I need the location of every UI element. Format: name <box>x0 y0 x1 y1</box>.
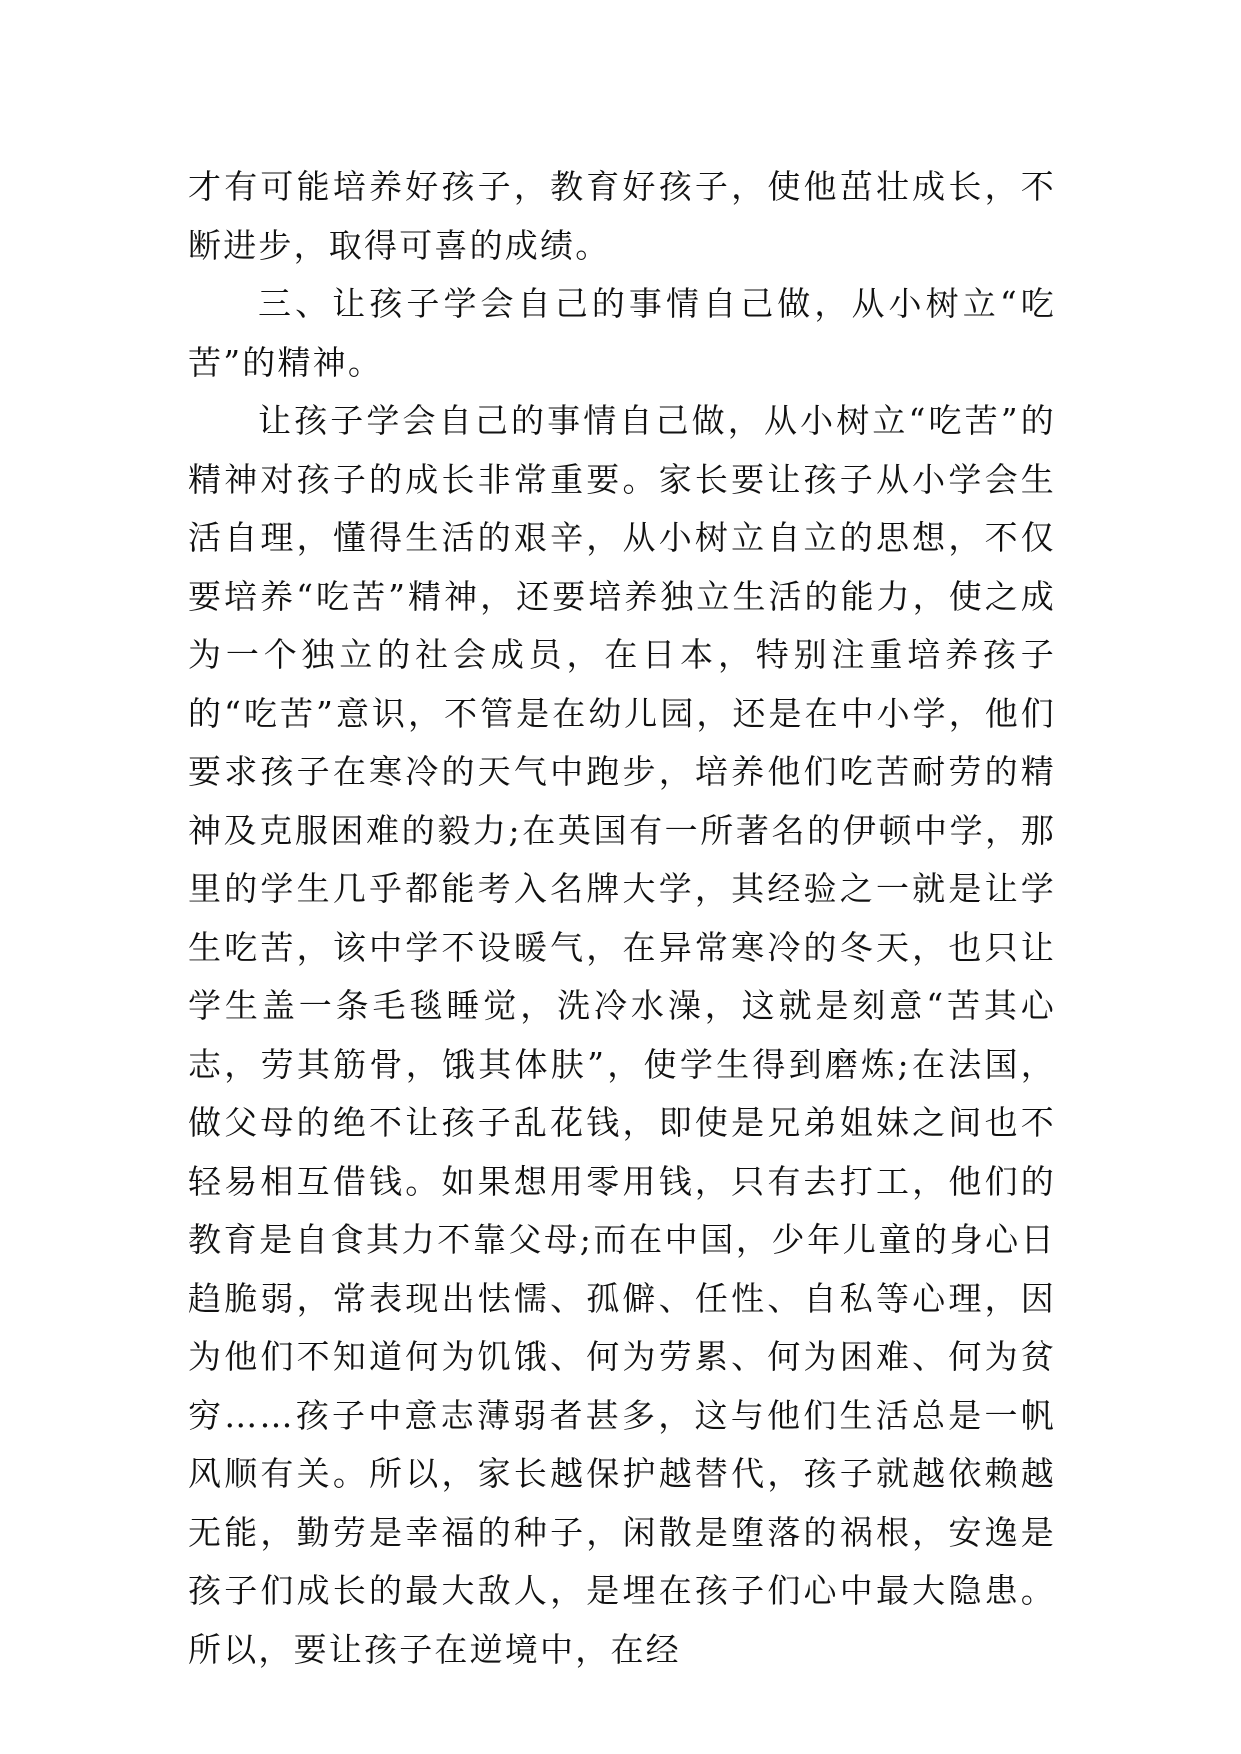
document-body <box>188 158 1056 1679</box>
paragraph-continuation: 才有可能培养好孩子，教育好孩子，使他茁壮成长，不断进步，取得可喜的成绩。 <box>188 167 1056 265</box>
paragraph-body: 让孩子学会自己的事情自己做，从小树立“吃苦”的精神对孩子的成长非常重要。家长要让孩子从小学会生活自理，懂得生活的艰辛，从小树立自立的思想，不仅要培养“吃苦”精神，还要培养独立生活的能力，使之成为一个独立的社会成员，在日本，特别注重培养孩子的“吃苦”意识，不管是在幼儿园，还是在中小学，他们要求孩子在寒冷的天气中跑步，培养他们吃苦耐劳的精神及克服困难的毅力;在英国有一所著名的伊顿中学，那里的学生几乎都能考入名牌大学，其经验之一就是让学生吃苦，该中学不设暖气，在异常寒冷的冬天，也只让学生盖一条毛毯睡觉，洗冷水澡，这就是刻意“苦其心志，劳其筋骨，饿其体肤”，使学生得到磨炼;在法国，做父母的绝不让孩子乱花钱，即使是兄弟姐妹之间也不轻易相互借钱。如果想用零用钱，只有去打工，他们的教育是自食其力不靠父母;而在中国，少年儿童的身心日趋脆弱，常表现出怯懦、孤僻、任性、自私等心理，因为他们不知道何为饥饿、何为劳累、何为困难、何为贫穷……孩子中意志薄弱者甚多，这与他们生活总是一帆风顺有关。所以，家长越保护越替代，孩子就越依赖越无能，勤劳是幸福的种子，闲散是堕落的祸根，安逸是孩子们成长的最大敌人，是埋在孩子们心中最大隐患。所以，要让孩子在逆境中，在经 <box>188 401 1056 1669</box>
section-heading-three: 三、让孩子学会自己的事情自己做，从小树立“吃苦”的精神。 <box>188 284 1056 382</box>
